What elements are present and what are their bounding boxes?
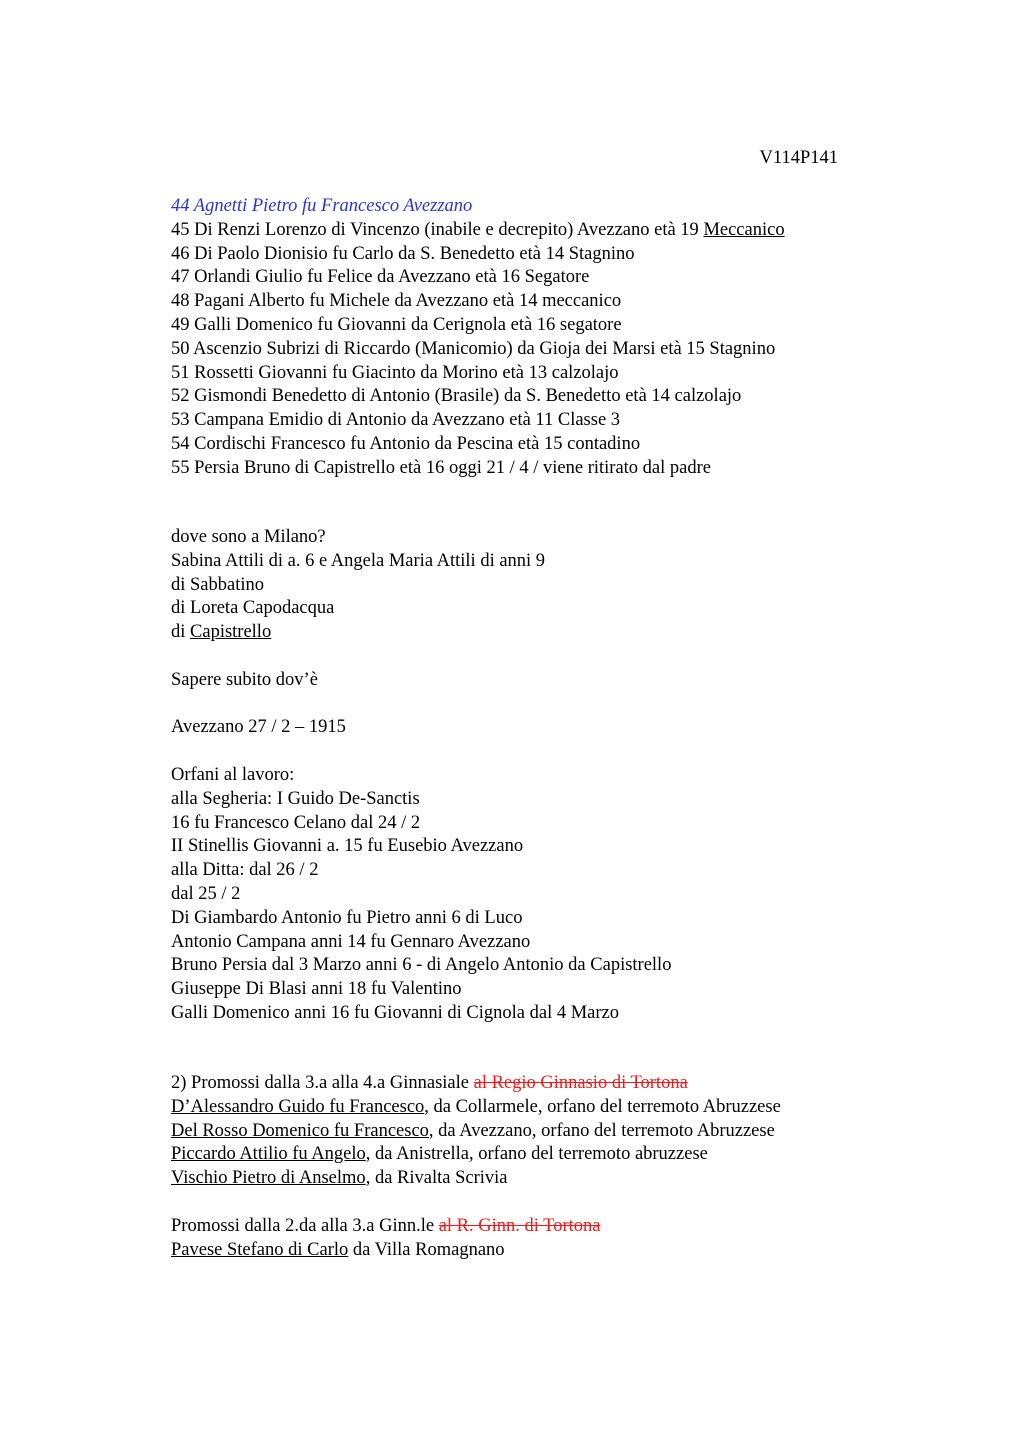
student-details: , da Avezzano, orfano del terremoto Abruzzese xyxy=(428,1120,775,1141)
student-name: Vischio Pietro di Anselmo xyxy=(171,1168,366,1189)
section-heading-text: Promossi dalla 2.da alla 3.a Ginn.le xyxy=(171,1216,439,1236)
student-line xyxy=(171,1096,891,1120)
list-item: 54 Cordischi Francesco fu Antonio da Pescina età 15 contadino xyxy=(171,433,641,454)
note-line: Di Giambardo Antonio fu Pietro anni 6 di Luco xyxy=(171,907,523,928)
student-line xyxy=(171,1143,891,1167)
note-line: alla Ditta: dal 26 / 2 xyxy=(171,860,319,881)
note-line: Antonio Campana anni 14 fu Gennaro Avezzano xyxy=(171,931,531,952)
student-name: Piccardo Attilio fu Angelo xyxy=(171,1144,366,1165)
list-item xyxy=(171,219,891,243)
underlined-place: Capistrello xyxy=(190,622,272,643)
list-item: 47 Orlandi Giulio fu Felice da Avezzano età 16 Segatore xyxy=(171,267,590,288)
note-line: Giuseppe Di Blasi anni 18 fu Valentino xyxy=(171,979,462,1000)
note-line: alla Segheria: I Guido De-Sanctis xyxy=(171,788,420,809)
note-line: Sapere subito dov’è xyxy=(171,670,318,690)
note-line: Galli Domenico anni 16 fu Giovanni di Cignola dal 4 Marzo xyxy=(171,1002,620,1023)
underlined-occupation: Meccanico xyxy=(703,219,785,240)
date-line xyxy=(171,716,891,740)
promossi-section-1 xyxy=(171,1072,891,1191)
document-date: Avezzano 27 / 2 – 1915 xyxy=(171,717,346,737)
student-name: Del Rosso Domenico fu Francesco xyxy=(171,1120,429,1141)
list-item-text: 45 Di Renzi Lorenzo di Vincenzo (inabile e decrepito) Avezzano età 19 xyxy=(171,219,704,240)
note-line: Bruno Persia dal 3 Marzo anni 6 - di Angelo Antonio da Capistrello xyxy=(171,955,672,976)
note-line: di Loreta Capodacqua xyxy=(171,598,335,619)
list-item: 55 Persia Bruno di Capistrello età 16 oggi 21 / 4 / viene ritirato dal padre xyxy=(171,457,711,478)
student-details: , da Collarmele, orfano del terremoto Abruzzese xyxy=(424,1096,781,1117)
note-line: dal 25 / 2 xyxy=(171,883,241,904)
student-details: , da Anistrella, orfano del terremoto abruzzese xyxy=(365,1144,708,1165)
struck-text: al Regio Ginnasio di Tortona xyxy=(473,1073,688,1093)
list-item: 48 Pagani Alberto fu Michele da Avezzano età 14 meccanico xyxy=(171,291,622,312)
list-heading: 44 Agnetti Pietro fu Francesco Avezzano xyxy=(171,196,473,216)
note-line: di Sabbatino xyxy=(171,574,265,595)
note-line: Sabina Attili di a. 6 e Angela Maria Attili di anni 9 xyxy=(171,550,546,571)
note-line: dove sono a Milano? xyxy=(171,527,326,547)
page-reference: V114P141 xyxy=(759,148,838,168)
student-details: , da Rivalta Scrivia xyxy=(365,1168,508,1189)
student-line xyxy=(171,1167,891,1191)
list-item: 49 Galli Domenico fu Giovanni da Cerignola età 16 segatore xyxy=(171,314,622,335)
student-details: da Villa Romagnano xyxy=(348,1239,505,1260)
section-heading-text: 2) Promossi dalla 3.a alla 4.a Ginnasiale xyxy=(171,1073,474,1093)
note-prefix: di xyxy=(171,622,191,643)
note-line: II Stinellis Giovanni a. 15 fu Eusebio Avezzano xyxy=(171,836,524,857)
list-item: 46 Di Paolo Dionisio fu Carlo da S. Benedetto età 14 Stagnino xyxy=(171,243,635,264)
section-heading xyxy=(171,1215,891,1239)
note-line: 16 fu Francesco Celano dal 24 / 2 xyxy=(171,812,421,833)
orphan-list xyxy=(171,195,891,481)
list-item: 53 Campana Emidio di Antonio da Avezzano età 11 Classe 3 xyxy=(171,410,621,431)
list-item: 52 Gismondi Benedetto di Antonio (Brasile) da S. Benedetto età 14 calzolajo xyxy=(171,386,742,407)
student-line xyxy=(171,1239,891,1263)
milano-note xyxy=(171,526,891,645)
struck-text: al R. Ginn. di Tortona xyxy=(438,1216,601,1236)
note-line xyxy=(171,621,891,645)
list-item: 50 Ascenzio Subrizi di Riccardo (Manicomio) da Gioja dei Marsi età 15 Stagnino xyxy=(171,338,776,359)
promossi-section-2 xyxy=(171,1215,891,1263)
list-item: 51 Rossetti Giovanni fu Giacinto da Morino età 13 calzolajo xyxy=(171,362,619,383)
sapere-note xyxy=(171,669,891,693)
section-heading: Orfani al lavoro: xyxy=(171,765,295,785)
student-line xyxy=(171,1120,891,1144)
section-heading xyxy=(171,1072,891,1096)
orfani-section xyxy=(171,764,891,1026)
student-name: D’Alessandro Guido fu Francesco xyxy=(171,1096,425,1117)
student-name: Pavese Stefano di Carlo xyxy=(171,1239,349,1260)
